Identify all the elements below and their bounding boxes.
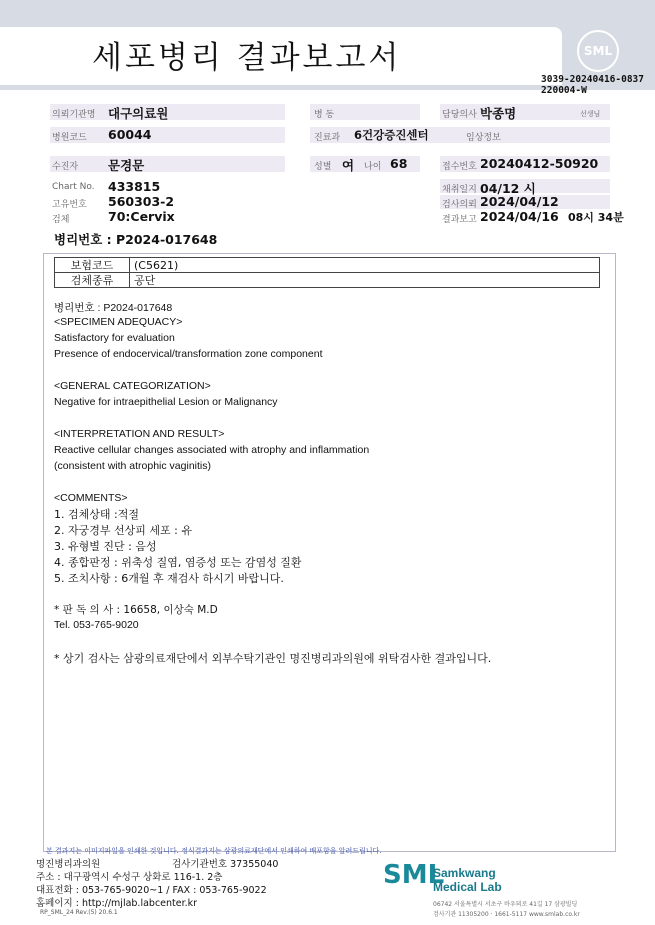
- test-request-label: 검사의뢰: [442, 200, 477, 210]
- test-request-value: 2024/04/12: [480, 194, 559, 209]
- footer-form-code: RP_SML_24 Rev.(5) 20.6.1: [40, 909, 118, 916]
- brand-address: 06742 서울특별시 서초구 바우뫼로 41길 17 삼광빌딩: [433, 901, 578, 908]
- comment-line: 5. 조치사항 : 6개월 후 재검사 하시기 바랍니다.: [54, 572, 284, 585]
- footer-notice: 본 결과지는 이미지파일을 인쇄한 것입니다. 정식결과지는 삼광의료재단에서 인쇄하여 배포함을 알려드립니다.: [46, 847, 382, 855]
- outsourcing-note: * 상기 검사는 삼광의료재단에서 외부수탁기관인 명진병리과의원에 위탁검사한 결과입니다.: [54, 652, 492, 665]
- comments-heading: <COMMENTS>: [54, 492, 128, 504]
- sml-logo-icon: SML: [577, 30, 619, 72]
- report-title: 세포병리 결과보고서: [92, 40, 402, 76]
- specimen-type-value: 공단: [130, 273, 600, 288]
- comment-line: 2. 자궁경부 선상피 세포 : 유: [54, 524, 192, 537]
- general-categorization-heading: <GENERAL CATEGORIZATION>: [54, 380, 211, 392]
- comment-line: 1. 검체상태 :적절: [54, 508, 139, 521]
- brand-logo-icon: SML: [383, 860, 445, 890]
- age-value: 68: [390, 156, 408, 171]
- footer-homepage: 홈페이지 : http://mjlab.labcenter.kr: [36, 898, 198, 909]
- collect-date-label: 채취일지: [442, 185, 477, 195]
- unique-no-label: 고유번호: [52, 200, 87, 210]
- request-org-value: 대구의료원: [108, 106, 169, 121]
- interpretation-heading: <INTERPRETATION AND RESULT>: [54, 428, 225, 440]
- pathology-number: 병리번호 : P2024-017648: [54, 232, 218, 247]
- brand-name-line1: Samkwang: [433, 866, 496, 880]
- doctor-value: 박종명: [480, 106, 517, 121]
- brand-contact: 검사기관 11305200 · 1661-5117 www.smlab.co.kr: [433, 911, 580, 918]
- unique-no-value: 560303-2: [108, 194, 175, 209]
- patient-name-value: 문경문: [108, 158, 145, 173]
- ward-label: 병 동: [314, 110, 335, 120]
- footer-org-no: 검사기관번호 37355040: [172, 859, 279, 870]
- brand-name-line2: Medical Lab: [433, 880, 502, 894]
- dept-label: 진료과: [314, 133, 341, 143]
- specimen-adequacy-line: Presence of endocervical/transformation zone component: [54, 348, 323, 360]
- receipt-no-label: 접수번호: [442, 162, 477, 172]
- insurance-code-label: 보험코드: [55, 258, 130, 273]
- code-table: [54, 257, 600, 288]
- sex-value: 여: [342, 158, 355, 173]
- footer-clinic: 명진병리과의원: [36, 859, 101, 870]
- report-pathology-no: 병리번호 : P2024-017648: [54, 302, 173, 314]
- report-date-value: 2024/04/16: [480, 209, 559, 224]
- sex-label: 성별: [314, 162, 332, 172]
- chart-no-label: Chart No.: [52, 182, 95, 192]
- hospital-code-value: 60044: [108, 127, 152, 142]
- interpretation-line: Reactive cellular changes associated with atrophy and inflammation: [54, 444, 370, 456]
- footer-address: 주소 : 대구광역시 수성구 상화로 116-1. 2층: [36, 872, 223, 883]
- doctor-label: 담당의사: [442, 110, 477, 120]
- insurance-code-value: (C5621): [130, 258, 600, 273]
- specimen-type-label: 검체종류: [55, 273, 130, 288]
- footer-phone: 대표전화 : 053-765-9020~1 / FAX : 053-765-9022: [36, 885, 267, 896]
- report-time-value: 08시 34분: [568, 211, 624, 224]
- general-categorization-line: Negative for intraepithelial Lesion or Malignancy: [54, 396, 278, 408]
- row-shade: [50, 156, 285, 172]
- specimen-adequacy-line: Satisfactory for evaluation: [54, 332, 175, 344]
- comment-line: 4. 종합판정 : 위축성 질염, 염증성 또는 감염성 질환: [54, 556, 302, 569]
- clinical-info-label: 임상정보: [466, 133, 501, 143]
- receipt-no-value: 20240412-50920: [480, 156, 599, 171]
- hospital-code-label: 병원코드: [52, 133, 87, 143]
- dept-value: 6건강증진센터: [354, 128, 429, 142]
- specimen-label: 검체: [52, 215, 70, 225]
- document-id: 3039-20240416-0837 220004-W: [541, 74, 644, 96]
- collect-date-value: 04/12 시: [480, 181, 536, 196]
- age-label: 나이: [364, 162, 382, 172]
- reader-line: * 판 독 의 사 : 16658, 이상숙 M.D: [54, 604, 218, 616]
- chart-no-value: 433815: [108, 179, 161, 194]
- request-org-label: 의뢰기관명: [52, 110, 96, 120]
- patient-label: 수진자: [52, 162, 79, 172]
- tel-line: Tel. 053-765-9020: [54, 619, 139, 631]
- specimen-adequacy-heading: <SPECIMEN ADEQUACY>: [54, 316, 183, 328]
- interpretation-line: (consistent with atrophic vaginitis): [54, 460, 211, 472]
- doctor-suffix: 선생님: [580, 110, 601, 118]
- comment-line: 3. 유형별 진단 : 음성: [54, 540, 157, 553]
- specimen-value: 70:Cervix: [108, 209, 175, 224]
- report-date-label: 결과보고: [442, 215, 477, 225]
